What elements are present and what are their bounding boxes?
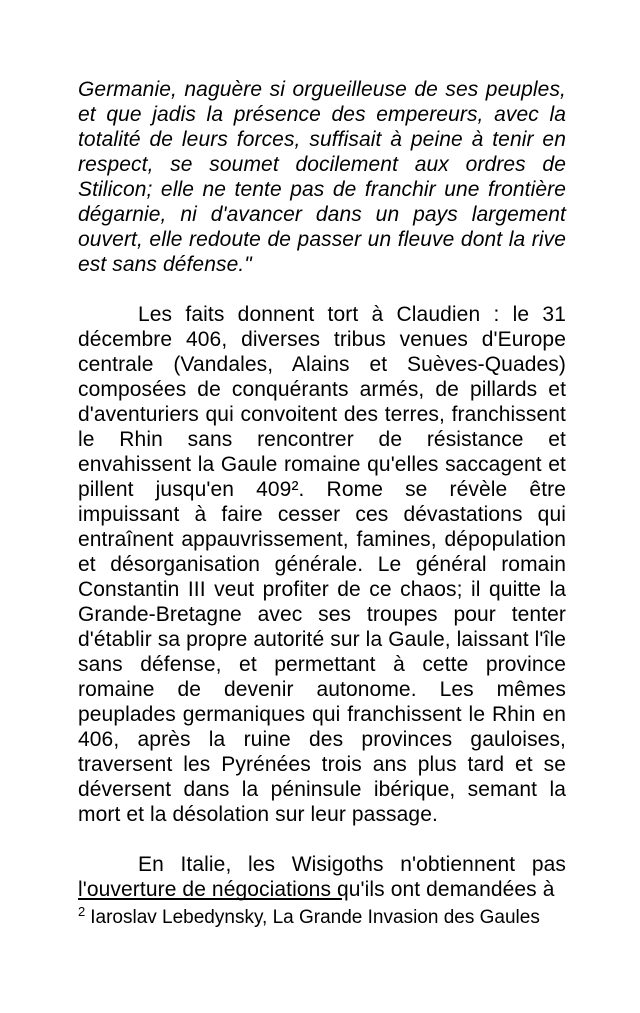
footnote-text: Iaroslav Lebedynsky, La Grande Invasion des Gaules <box>90 907 540 928</box>
footnote <box>78 903 566 929</box>
footnote-marker: 2 <box>78 903 86 919</box>
body-paragraph-2: En Italie, les Wisigoths n'obtiennent pas l'ouverture de négociations qu'ils ont demandées à <box>78 853 566 901</box>
document-body <box>78 77 566 927</box>
body-paragraph-1: Les faits donnent tort à Claudien : le 31 décembre 406, diverses tribus venues d'Europe centrale (Vandales, Alains et Suèves-Quades) composées de conquérants armés, de pillards et d'aventuriers qui convoitent des terres, franchissent le Rhin sans rencontrer de résistance et envahissent la Gaule romaine qu'elles saccagent et pillent jusqu'en 409². Rome se révèle être impuissant à faire cesser ces dévastations qui entraînent appauvrissement, famines, dépopulation et désorganisation générale. Le général romain Constantin III veut profiter de ce chaos; il quitte la Grande-Bretagne avec ses troupes pour tenter d'établir sa propre autorité sur la Gaule, laissant l'île sans défense, et permettant à cette province romaine de devenir autonome. Les mêmes peuplades germaniques qui franchissent le Rhin en 406, après la ruine des provinces gauloises, traversent les Pyrénées trois ans plus tard et se déversent dans la péninsule ibérique, semant la mort et la désolation sur leur passage. <box>78 303 566 826</box>
quote-paragraph: Germanie, naguère si orgueilleuse de ses peuples, et que jadis la présence des empereurs, avec la totalité de leurs forces, suffisait à peine à tenir en respect, se soumet docilement aux ordres de Stilicon; elle ne tente pas de franchir une frontière dégarnie, ni d'avancer dans un pays largement ouvert, elle redoute de passer un fleuve dont la rive est sans défense." <box>78 78 566 276</box>
footnote-block <box>78 898 566 929</box>
footnote-separator <box>78 898 342 900</box>
